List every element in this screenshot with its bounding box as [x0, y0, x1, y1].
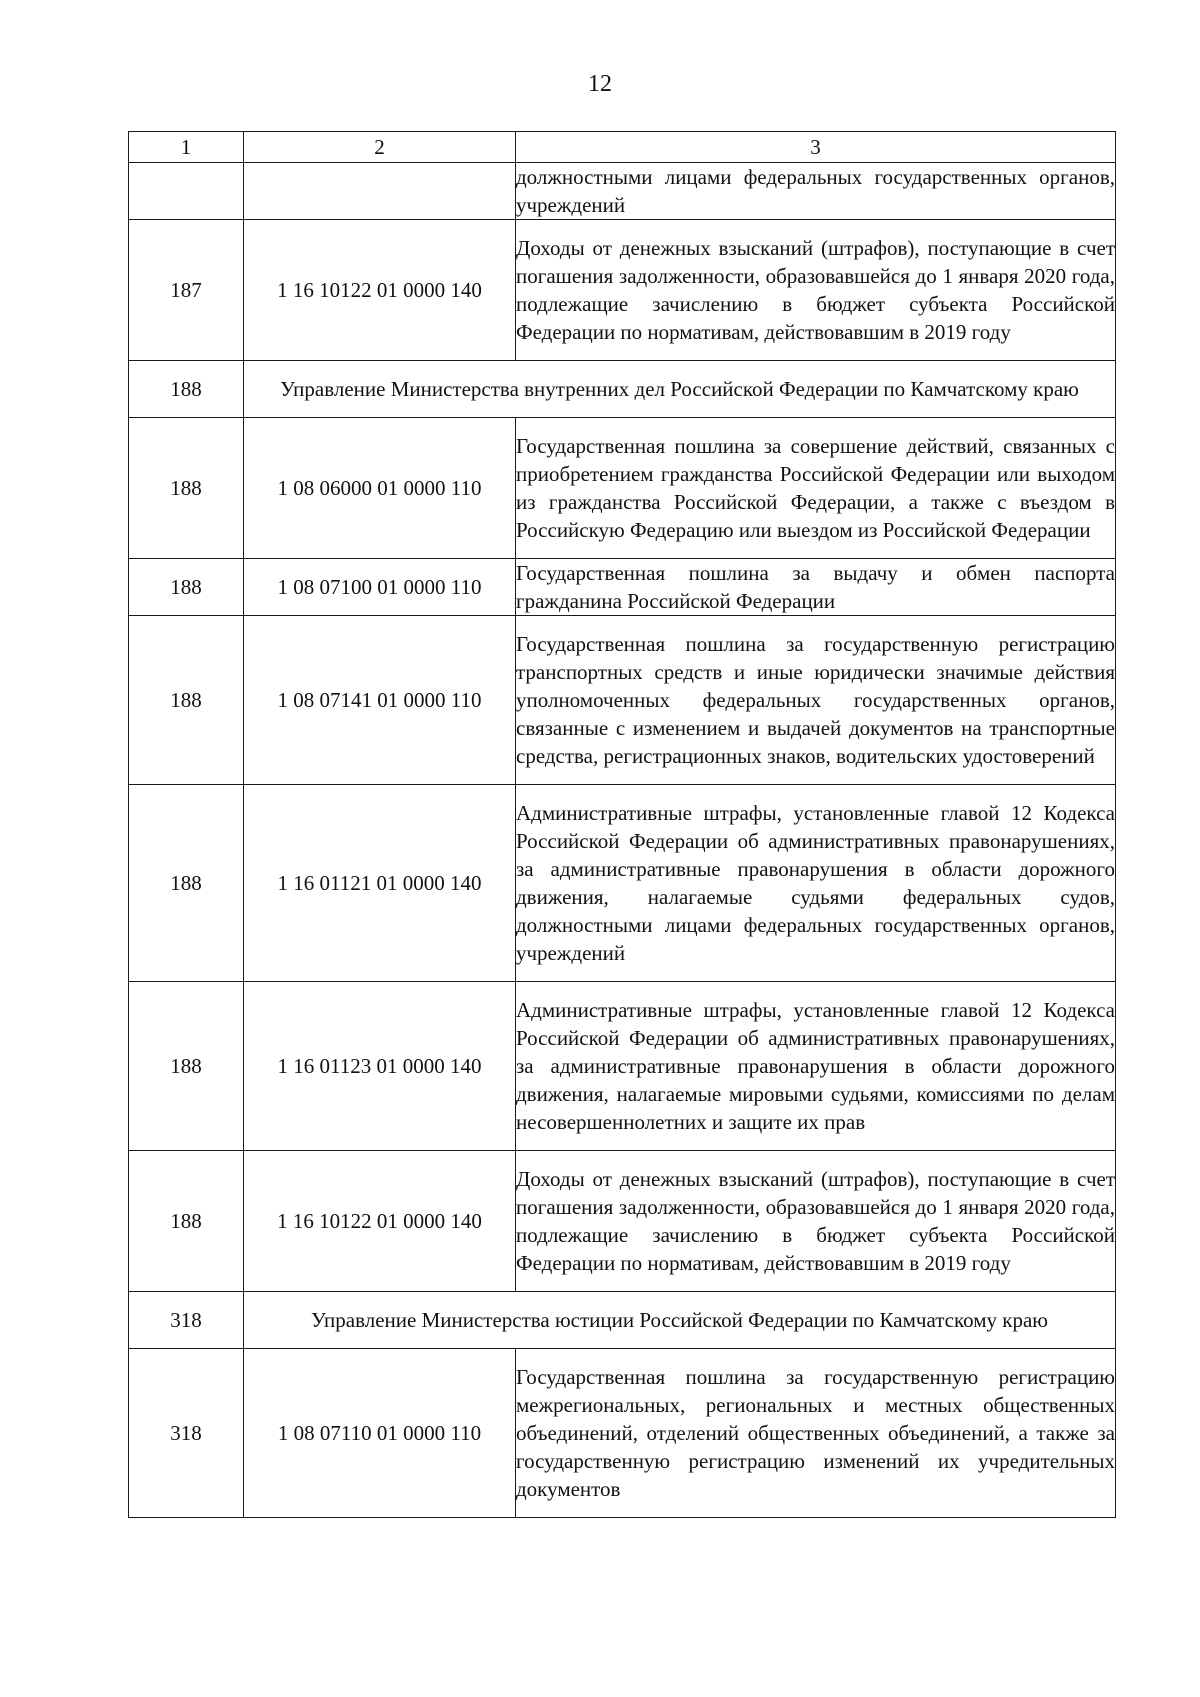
row-number: 188 — [129, 559, 244, 616]
revenue-description: Административные штрафы, установленные главой 12 Кодекса Российской Федерации об административных правонарушениях, за административные правонарушения в области дорожного движения, налагаемые судьями федеральных судов, должностными лицами федеральных государственных органов, учреждений — [516, 785, 1116, 982]
column-header-3: 3 — [516, 132, 1116, 163]
table-row — [129, 616, 1116, 785]
row-number: 188 — [129, 982, 244, 1151]
table-row — [129, 1151, 1116, 1292]
department-row — [129, 361, 1116, 418]
revenue-description: Государственная пошлина за совершение действий, связанных с приобретением гражданства Российской Федерации или выходом из гражданства Российской Федерации, а также с въездом в Российскую Федерацию или выездом из Российской Федерации — [516, 418, 1116, 559]
revenue-code: 1 16 10122 01 0000 140 — [244, 220, 516, 361]
revenue-table — [128, 131, 1116, 1518]
row-number: 318 — [129, 1292, 244, 1349]
revenue-description: должностными лицами федеральных государственных органов, учреждений — [516, 163, 1116, 220]
row-number: 188 — [129, 616, 244, 785]
revenue-code: 1 16 01121 01 0000 140 — [244, 785, 516, 982]
row-number: 188 — [129, 1151, 244, 1292]
revenue-code — [244, 163, 516, 220]
table-row — [129, 559, 1116, 616]
table-row — [129, 163, 1116, 220]
row-number: 188 — [129, 785, 244, 982]
revenue-description: Доходы от денежных взысканий (штрафов), поступающие в счет погашения задолженности, образовавшейся до 1 января 2020 года, подлежащие зачислению в бюджет субъекта Российской Федерации по нормативам, действовавшим в 2019 году — [516, 220, 1116, 361]
revenue-code: 1 16 10122 01 0000 140 — [244, 1151, 516, 1292]
department-title: Управление Министерства юстиции Российской Федерации по Камчатскому краю — [244, 1292, 1116, 1349]
revenue-description: Государственная пошлина за государственную регистрацию транспортных средств и иные юридически значимые действия уполномоченных федеральных государственных органов, связанные с изменением и выдачей документов на транспортные средства, регистрационных знаков, водительских удостоверений — [516, 616, 1116, 785]
row-number — [129, 163, 244, 220]
department-title: Управление Министерства внутренних дел Российской Федерации по Камчатскому краю — [244, 361, 1116, 418]
table-header-row — [129, 132, 1116, 163]
column-header-1: 1 — [129, 132, 244, 163]
revenue-description: Административные штрафы, установленные главой 12 Кодекса Российской Федерации об административных правонарушениях, за административные правонарушения в области дорожного движения, налагаемые мировыми судьями, комиссиями по делам несовершеннолетних и защите их прав — [516, 982, 1116, 1151]
table-row — [129, 785, 1116, 982]
table-row — [129, 220, 1116, 361]
revenue-description: Государственная пошлина за выдачу и обмен паспорта гражданина Российской Федерации — [516, 559, 1116, 616]
table-row — [129, 1349, 1116, 1518]
table-row — [129, 982, 1116, 1151]
revenue-description: Доходы от денежных взысканий (штрафов), поступающие в счет погашения задолженности, образовавшейся до 1 января 2020 года, подлежащие зачислению в бюджет субъекта Российской Федерации по нормативам, действовавшим в 2019 году — [516, 1151, 1116, 1292]
row-number: 187 — [129, 220, 244, 361]
revenue-description: Государственная пошлина за государственную регистрацию межрегиональных, региональных и местных общественных объединений, отделений общественных объединений, а также за государственную регистрацию изменений их учредительных документов — [516, 1349, 1116, 1518]
column-header-2: 2 — [244, 132, 516, 163]
revenue-code: 1 08 07110 01 0000 110 — [244, 1349, 516, 1518]
row-number: 188 — [129, 361, 244, 418]
table-row — [129, 418, 1116, 559]
row-number: 188 — [129, 418, 244, 559]
page-number: 12 — [588, 71, 612, 97]
revenue-code: 1 08 07100 01 0000 110 — [244, 559, 516, 616]
department-row — [129, 1292, 1116, 1349]
revenue-code: 1 08 06000 01 0000 110 — [244, 418, 516, 559]
row-number: 318 — [129, 1349, 244, 1518]
revenue-code: 1 16 01123 01 0000 140 — [244, 982, 516, 1151]
revenue-code: 1 08 07141 01 0000 110 — [244, 616, 516, 785]
